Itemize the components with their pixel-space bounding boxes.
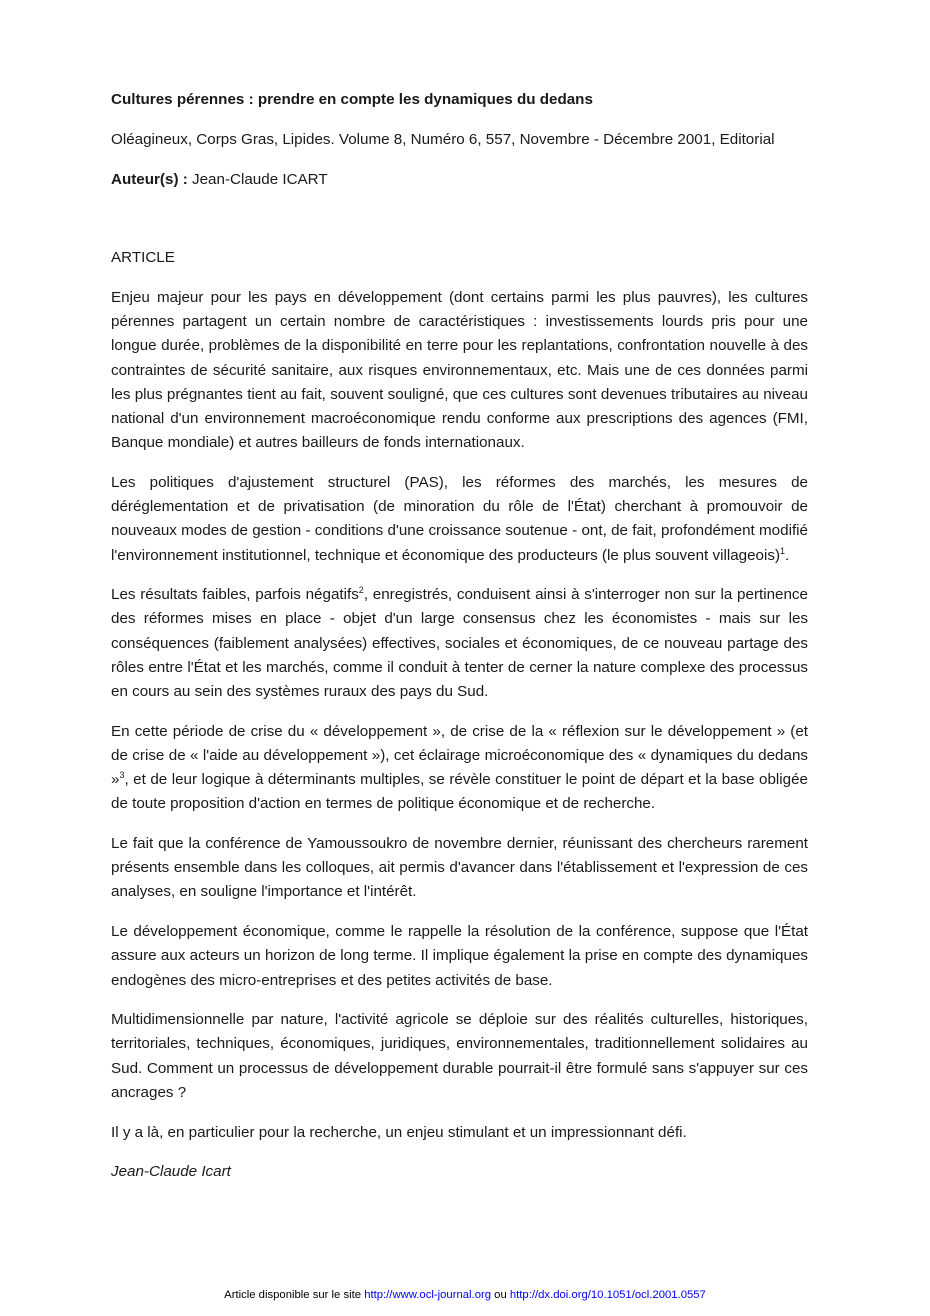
footer-prefix: Article disponible sur le site <box>224 1289 365 1301</box>
paragraph-3-start: Les résultats faibles, parfois négatifs <box>111 586 359 604</box>
article-title: Cultures pérennes : prendre en compte les dynamiques du dedans <box>111 91 593 108</box>
paragraph-4-start: En cette période de crise du « développement », de crise de la « réflexion sur le développement » (et de crise de « l'aide au développement »), cet éclairage microéconomique des « dynamiques du dedans » <box>111 722 808 789</box>
paragraph-2-text: Les politiques d'ajustement structurel (PAS), les réformes des marchés, les mesures de déréglementation et de privatisation (de minoration du rôle de l'État) cherchant à promouvoir de nouveaux modes de gestion - conditions d'une croissance soutenue - ont, de fait, profondément modifié l'environnement institutionnel, technique et économique des producteurs (le plus souvent villageois) <box>111 473 808 564</box>
author-line <box>111 168 808 192</box>
paragraph-7: Multidimensionnelle par nature, l'activité agricole se déploie sur des réalités culturelles, historiques, territoriales, techniques, économiques, juridiques, environnementales, traditionnellement solidaires au Sud. Comment un processus de développement durable pourrait-il être formulé sans s'appuyer sur ces ancrages ? <box>111 1011 808 1101</box>
paragraph-4 <box>111 720 808 817</box>
footnote-ref-2[interactable]: 2 <box>358 585 364 596</box>
page-footer <box>0 1289 930 1301</box>
signature: Jean-Claude Icart <box>111 1163 231 1181</box>
footnote-ref-1[interactable]: 1 <box>780 545 786 556</box>
doi-link[interactable]: http://dx.doi.org/10.1051/ocl.2001.0557 <box>509 1289 706 1301</box>
footer-middle: ou <box>491 1289 510 1301</box>
paragraph-3 <box>111 583 808 704</box>
paragraph-2-end: . <box>785 546 790 564</box>
journal-site-link[interactable]: http://www.ocl-journal.org <box>364 1289 492 1301</box>
paragraph-1: Enjeu majeur pour les pays en développement (dont certains parmi les plus pauvres), les cultures pérennes partagent un certain nombre de caractéristiques : investissements lourds pris pour une longue durée, problèmes de la disponibilité en terre pour les replantations, confrontation nouvelle à des contraintes de sécurité sanitaire, aux risques environnementaux, etc. Mais une de ces données parmi les plus prégnantes tient au fait, souvent souligné, que ces cultures sont devenues tributaires au niveau national d'un environnement macroéconomique rendu conforme aux prescriptions des agences (FMI, Banque mondiale) et autres bailleurs de fonds internationaux. <box>111 289 808 452</box>
section-heading: ARTICLE <box>111 249 175 266</box>
paragraph-2 <box>111 471 808 568</box>
paragraph-3-rest: , enregistrés, conduisent ainsi à s'interroger non sur la pertinence des réformes mises en place - objet d'un large consensus chez les économistes - mais sur les conséquences (faiblement analysées) effectives, sociales et économiques, de ce nouveau partage des rôles entre l'État et les marchés, comme il conduit à tenter de cerner la nature complexe des processus en cours au sein des systèmes ruraux des pays du Sud. <box>111 586 808 701</box>
journal-citation: Oléagineux, Corps Gras, Lipides. Volume 8, Numéro 6, 557, Novembre - Décembre 2001, Editorial <box>111 131 775 148</box>
paragraph-5: Le fait que la conférence de Yamoussoukro de novembre dernier, réunissant des chercheurs rarement présents ensemble dans les colloques, ait permis d'avancer dans l'établissement et l'expression de ces analyses, en souligne l'importance et l'intérêt. <box>111 835 808 901</box>
footnote-ref-3[interactable]: 3 <box>119 770 125 781</box>
author-name: Jean-Claude ICART <box>192 171 328 188</box>
authors-label: Auteur(s) : <box>111 171 188 188</box>
paragraph-6: Le développement économique, comme le rappelle la résolution de la conférence, suppose que l'État assure aux acteurs un horizon de long terme. Il implique également la prise en compte des dynamiques endogènes des micro-entreprises et des petites activités de base. <box>111 923 808 989</box>
paragraph-4-rest: , et de leur logique à déterminants multiples, se révèle constituer le point de départ et la base obligée de toute proposition d'action en termes de politique économique et de recherche. <box>111 771 808 813</box>
paragraph-8: Il y a là, en particulier pour la recherche, un enjeu stimulant et un impressionnant défi. <box>111 1123 687 1141</box>
article-body <box>111 286 808 1200</box>
